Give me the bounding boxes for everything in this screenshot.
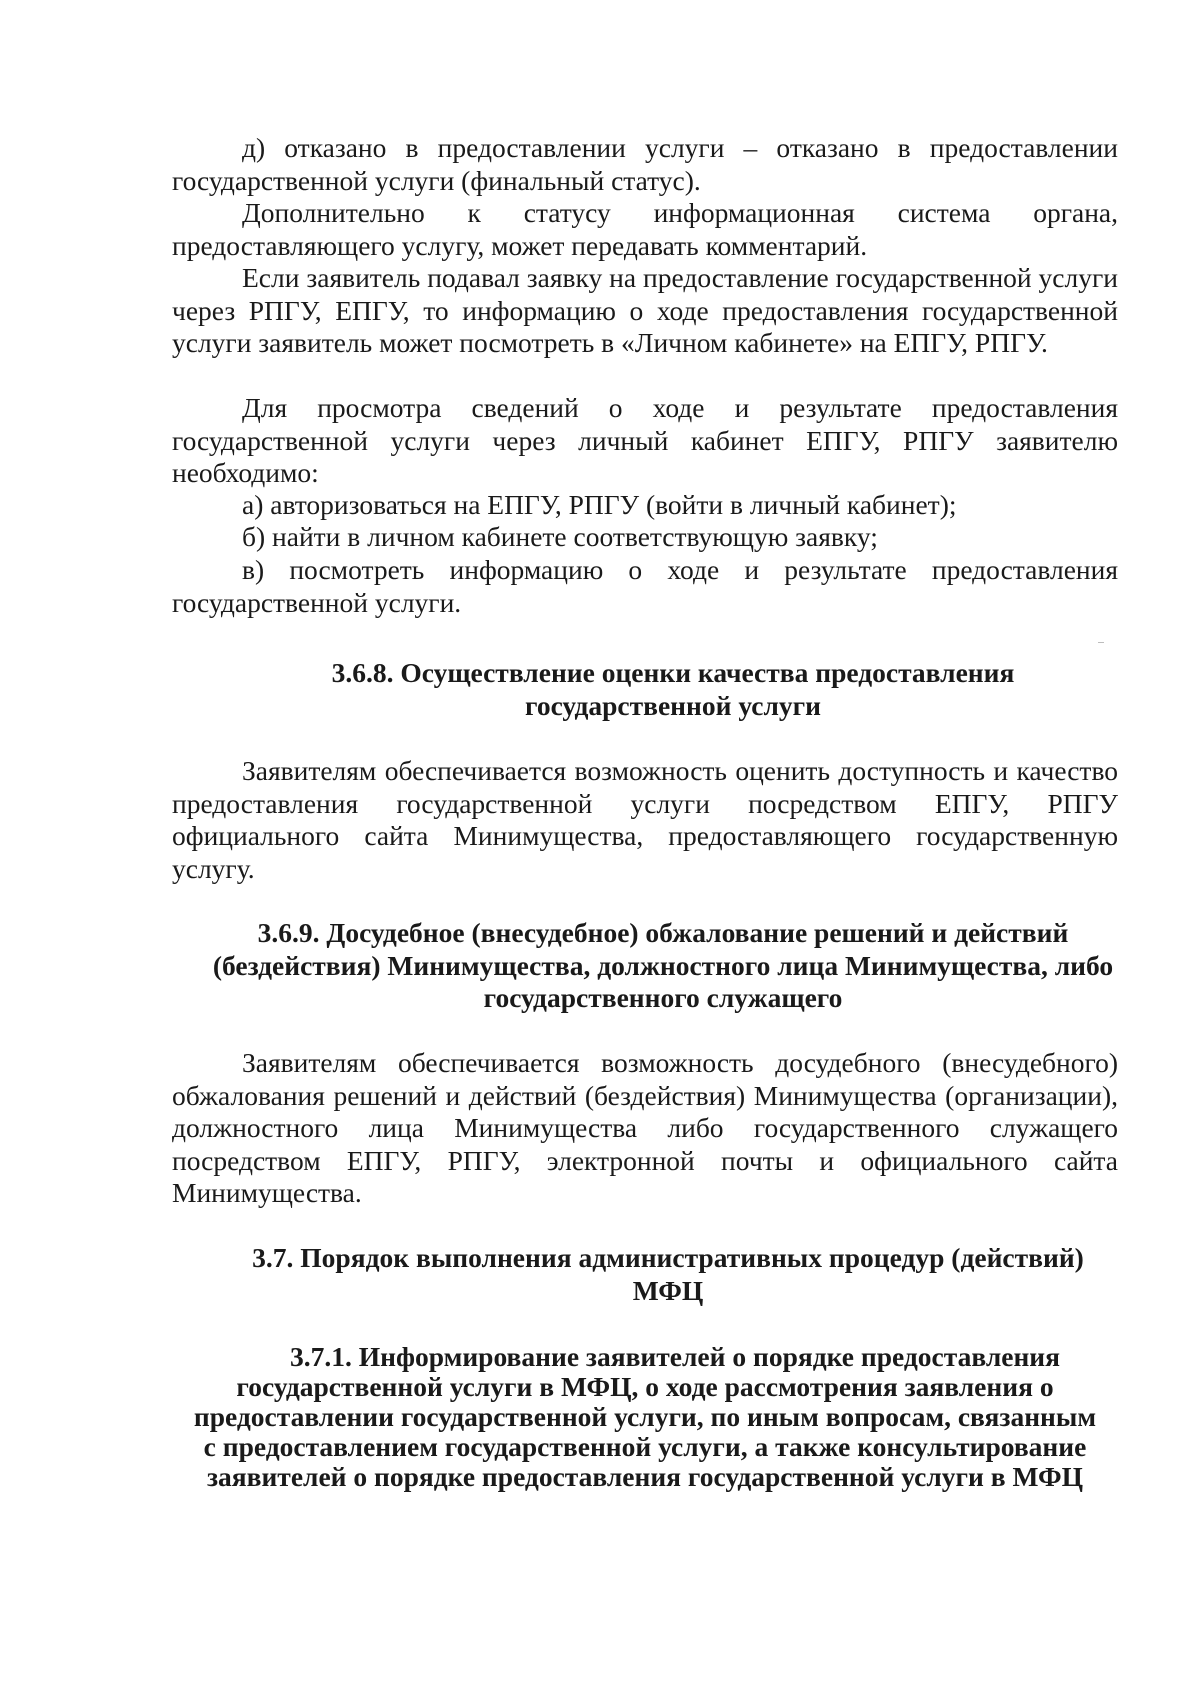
paragraph-personal-cabinet: Если заявитель подавал заявку на предоставление государственной услуги через РПГУ, ЕПГУ, то информацию о ходе предоставления государственной услуги заявитель может посмотреть в «Личном кабинете» на ЕПГУ, РПГУ. — [172, 262, 1118, 358]
list-item-view-result: в) посмотреть информацию о ходе и результате предоставления государственной услуги. — [172, 554, 1118, 618]
list-item-find-request: б) найти в личном кабинете соответствующую заявку; — [242, 521, 878, 552]
heading-3-7-1: 3.7.1. Информирование заявителей о порядке предоставления государственной услуги в МФЦ, о ходе рассмотрения заявления о предоставлении государственной услуги, по иным вопросам, связанным с предоставлением государственной услуги, а также консультирование заявителей о порядке предоставления государственной услуги в МФЦ — [193, 1341, 1097, 1492]
paragraph-comment: Дополнительно к статусу информационная система органа, предоставляющего услугу, может передавать комментарий. — [172, 197, 1118, 261]
paragraph-quality-assessment: Заявителям обеспечивается возможность оценить доступность и качество предоставления государственной услуги посредством ЕПГУ, РПГУ официального сайта Минимущества, предоставляющего государственную услугу. — [172, 755, 1118, 884]
heading-3-6-9: 3.6.9. Досудебное (внесудебное) обжалование решений и действий (бездействия) Минимущества, должностного лица Минимущества, либо государственного служащего — [212, 917, 1114, 1013]
heading-3-6-8: 3.6.8. Осуществление оценки качества предоставления государственной услуги — [331, 657, 1015, 721]
paragraph-status-refused: д) отказано в предоставлении услуги – отказано в предоставлении государственной услуги (финальный статус). — [172, 132, 1118, 196]
paragraph-appeal: Заявителям обеспечивается возможность досудебного (внесудебного) обжалования решений и действий (бездействия) Минимущества (организации), должностного лица Минимущества либо государственного служащего посредством ЕПГУ, РПГУ, электронной почты и официального сайта Минимущества. — [172, 1047, 1118, 1208]
scan-mark — [1098, 642, 1104, 643]
paragraph-view-info: Для просмотра сведений о ходе и результате предоставления государственной услуги через личный кабинет ЕПГУ, РПГУ заявителю необходимо: — [172, 392, 1118, 488]
heading-3-7: 3.7. Порядок выполнения административных процедур (действий) МФЦ — [252, 1242, 1084, 1306]
list-item-authorize: а) авторизоваться на ЕПГУ, РПГУ (войти в личный кабинет); — [242, 489, 957, 520]
